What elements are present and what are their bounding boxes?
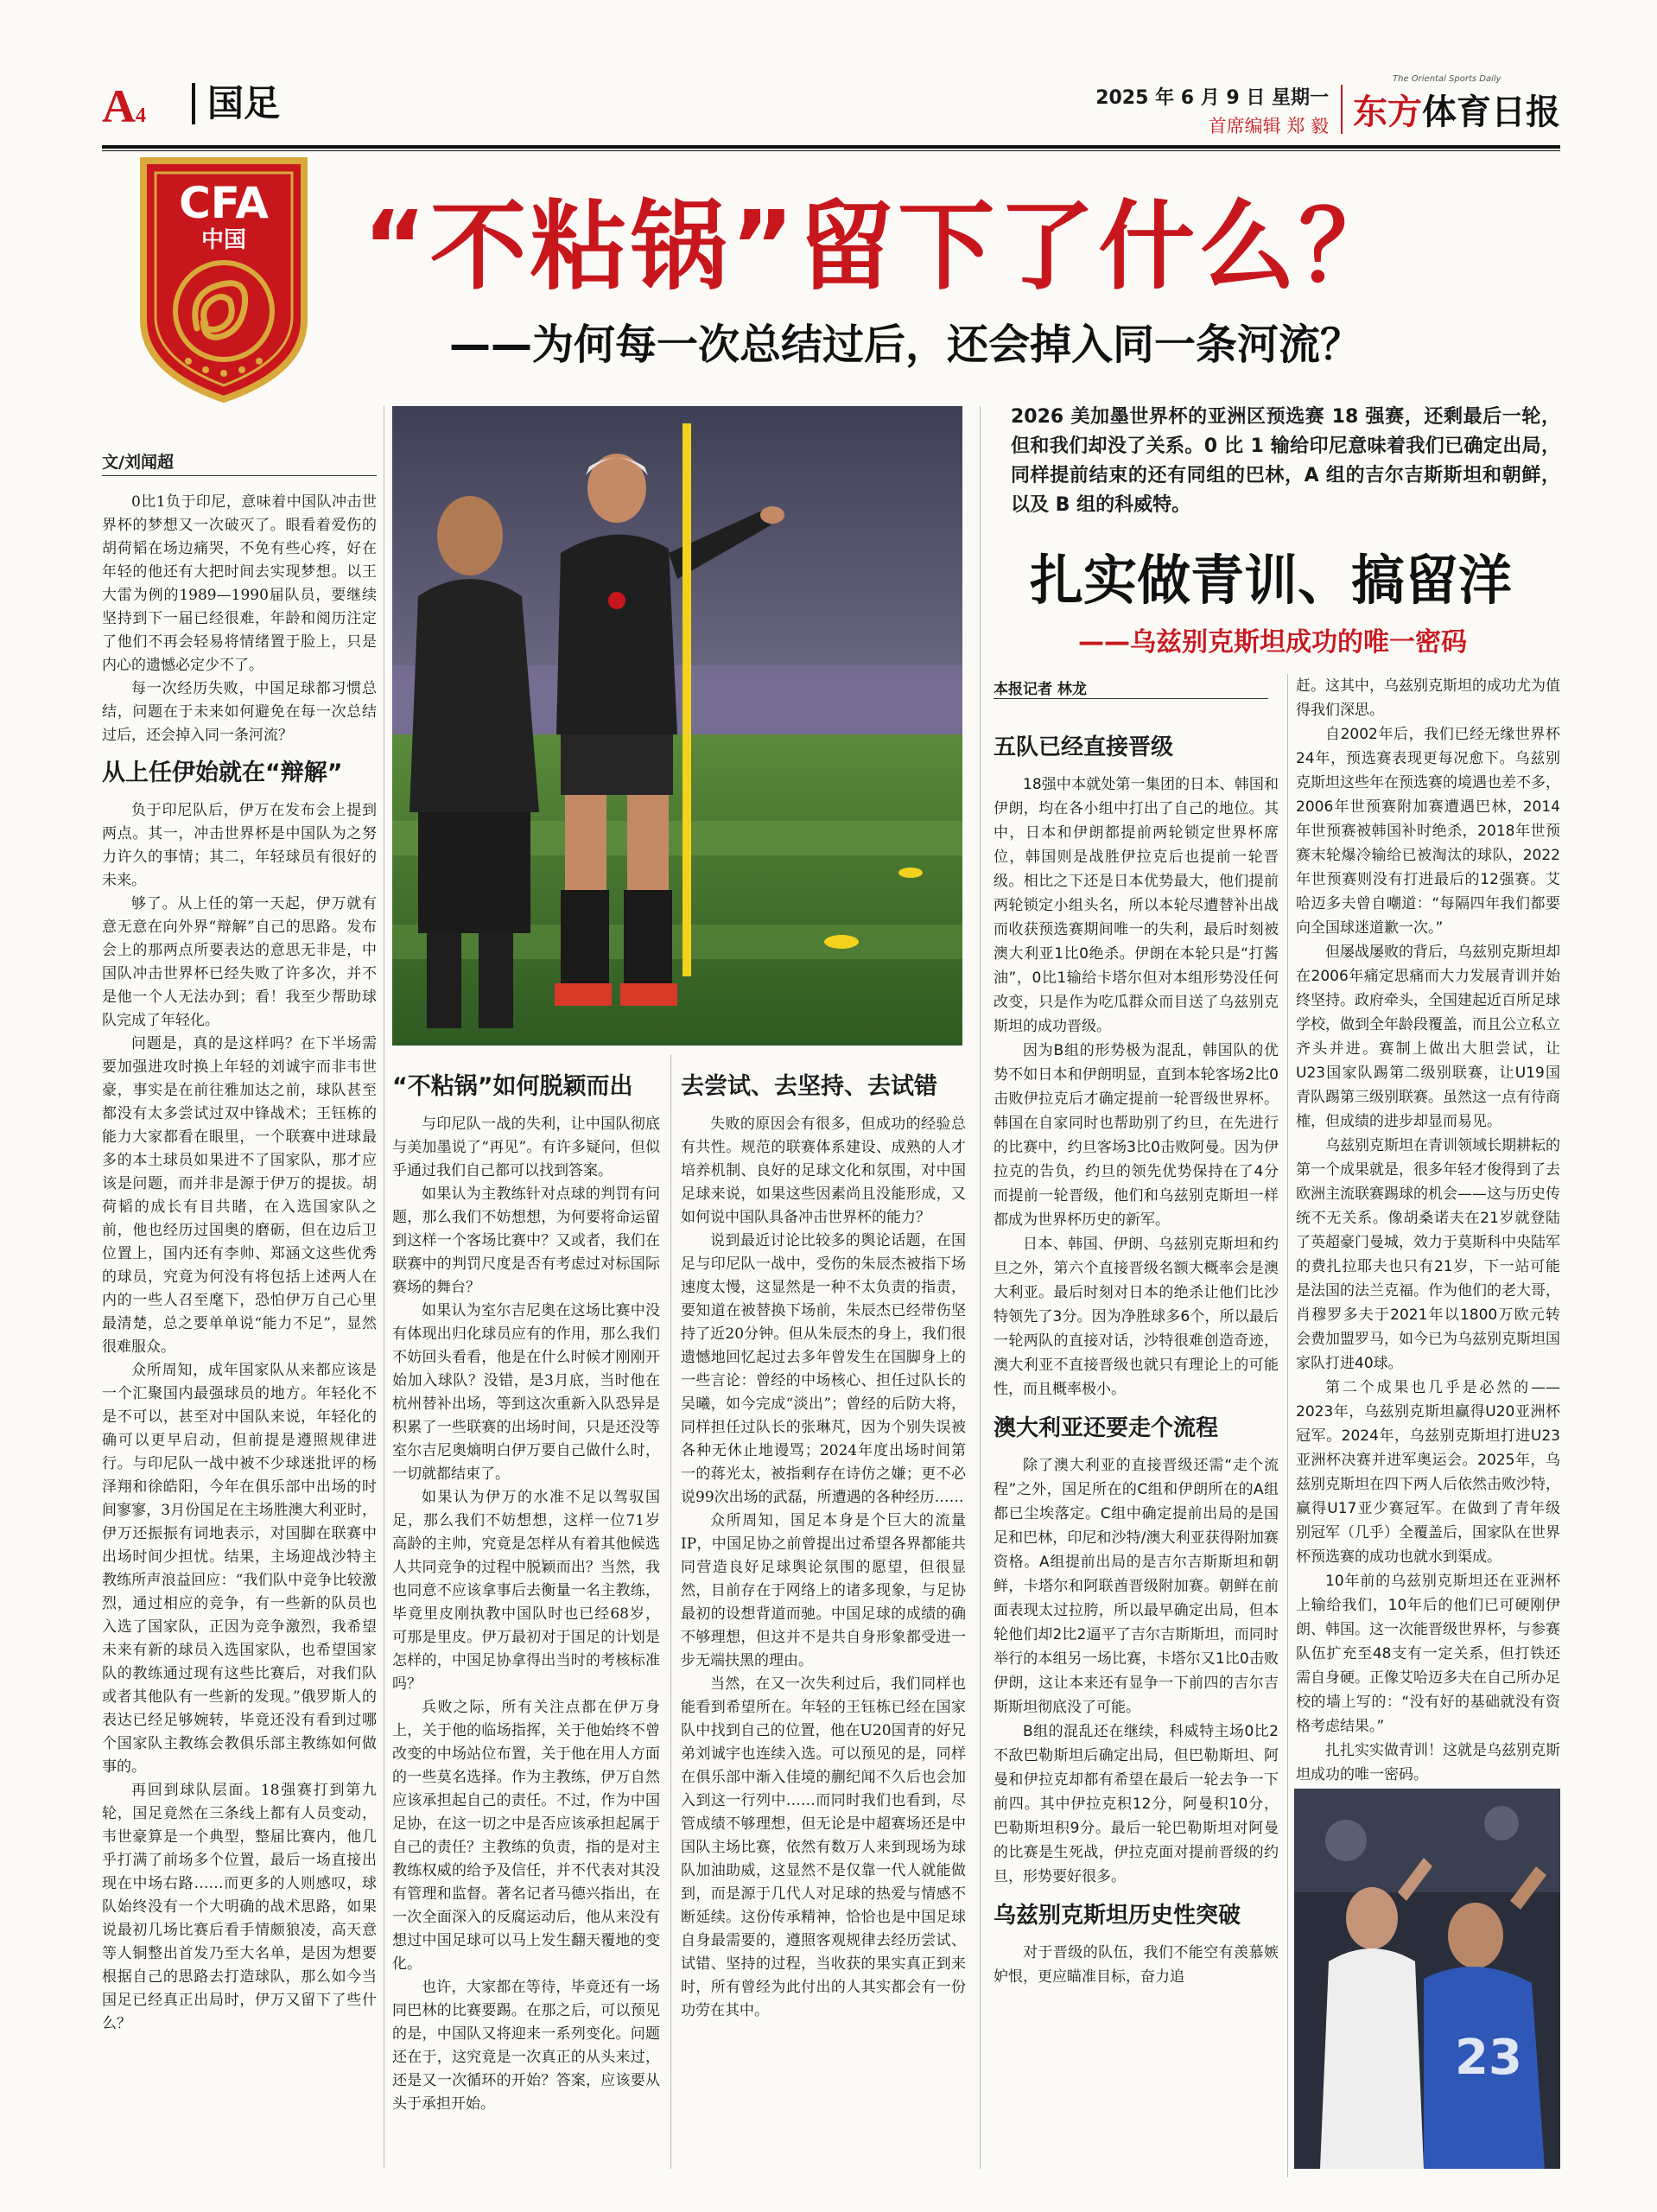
article-column-1 — [102, 491, 377, 2176]
r2-para-3: 但屡战屡败的背后，乌兹别克斯坦却在2006年痛定思痛而大力发展青训并始终坚持。政府牵头，全国建起近百所足球学校，做到全年龄段覆盖，而且公立私立齐头并进。赛制上做出大胆尝试，让U23国家队踢第二级别联赛，让U19国青队踢第三级别联赛。虽然这一点有待商榷，但成绩的进步却显而易见。 — [1296, 944, 1560, 1130]
r2-para-4: 乌兹别克斯坦在青训领域长期耕耘的第一个成果就是，很多年轻才俊得到了去欧洲主流联赛踢球的机会——这与历史传统不无关系。像胡桑诺夫在21岁就登陆了英超豪门曼城，效力于莫斯科中央陆军的费扎拉耶夫也只有21岁，下一站可能是法国的法兰克福。作为他们的老大哥，肖穆罗多夫于2021年以1800万欧元转会费加盟罗马，如今已为乌兹别克斯坦国家队打进40球。 — [1296, 1137, 1560, 1372]
masthead — [102, 74, 1560, 142]
r-s3-para-1: 对于晋级的队伍，我们不能空有羡慕嫉妒恨，更应瞄准目标，奋力追 — [994, 1944, 1279, 1986]
article-column-3 — [681, 1061, 966, 2176]
sub1-para-2: 够了。从上任的第一天起，伊万就有意无意在向外界“辩解”自己的思路。发布会上的那两点所要表达的意思无非是，中国队冲击世界杯已经失败了许多次，并不是他一个人无法办到；看！我至少帮助球队完成了年轻化。 — [102, 895, 377, 1029]
byline-rule — [102, 475, 377, 476]
byline-right-rule — [994, 698, 1268, 699]
intro-para-1: 0比1负于印尼，意味着中国队冲击世界杯的梦想又一次破灭了。眼看着爱伤的胡荷韬在场边痛哭，不免有些心疼，好在年轻的他还有大把时间去实现梦想。以王大雷为例的1989—1990届队员，要继续坚持到下一届已经很难，年龄和阅历注定了他们不再会轻易将情绪置于脸上，只是内心的遗憾必定少不了。 — [102, 493, 377, 674]
right-subheading-3: 乌兹别克斯坦历史性突破 — [994, 1903, 1241, 1929]
cfa-emblem — [136, 156, 311, 404]
sub3-para-4: 当然，在又一次失利过后，我们同样也能看到希望所在。年轻的王钰栋已经在国家队中找到自己的位置，他在U20国青的好兄弟刘诚宇也连续入选。可以预见的是，同样在俱乐部中渐入佳境的蒯纪闻不久后也会加入到这一行列中……而同时我们也看到，尽管成绩不够理想，但无论是中超赛场还是中国队主场比赛，依然有数万人来到现场为球队加油助威，这显然不是仅靠一代人就能做到，而是源于几代人对足球的热爱与情感不断延续。这份传承精神，恰恰也是中国足球自身最需要的，遵照客观规律去经历尝试、试错、坚持的过程，当收获的果实真正到来时，所有曾经为此付出的人其实都会有一份功劳在其中。 — [681, 1675, 966, 2019]
right-article-lead: 2026 美加墨世界杯的亚洲区预选赛 18 强赛，还剩最后一轮，但和我们却没了关系。0 比 1 输给印尼意味着我们已确定出局，同样提前结束的还有同组的巴林，A 组的吉尔吉斯斯坦和朝鲜，以及 B 组的科威特。 — [1011, 406, 1560, 516]
sub1-para-4: 众所周知，成年国家队从来都应该是一个汇聚国内最强球员的地方。年轻化不是不可以，甚至对中国队来说，年轻化的确可以更早启动，但前提是遵照规律进行。与印尼队一战中被不少球迷批评的杨泽翔和徐皓阳，今年在俱乐部中出场的时间寥寥，3月份国足在主场胜澳大利亚时，伊万还振振有词地表示，对国脚在联赛中出场时间少担忧。结果，主场迎战沙特主教练所声浪益回应：“我们队中竞争比较激烈，通过相应的竞争，有一些新的队员也入选了国家队，正因为竞争激烈，我希望未来有新的球员入选国家队，也希望国家队的教练通过现有这些比赛后，对我们队或者其他队有一些新的发现。”俄罗斯人的表达已经足够婉转，毕竟还没有看到过哪个国家队主教练会教俱乐部主教练如何做事的。 — [102, 1362, 377, 1776]
article-column-2 — [392, 1061, 660, 2176]
masthead-rule-thin — [102, 150, 1560, 151]
r-s1-para-2: 因为B组的形势极为混乱，韩国队的优势不如日本和伊朗明显，直到本轮客场2比0击败伊拉克后才确定提前一轮晋级世界杯。韩国在自家同时也帮助别了约旦，在先进行的比赛中，约旦客场3比0击败阿曼。因为伊拉克的告负，约旦的领先优势保持在了4分而提前一轮晋级，他们和乌兹别克斯坦一样都成为世界杯历史的新军。 — [994, 1042, 1279, 1229]
emblem-letters: CFA — [179, 178, 269, 228]
r2-para-1: 赶。这其中，乌兹别克斯坦的成功尤为值得我们深思。 — [1296, 677, 1560, 719]
article-column-5 — [1296, 674, 1560, 1783]
subheading-1: 从上任伊始就在“辩解” — [102, 760, 343, 786]
sub2-para-6: 也许，大家都在等待，毕竟还有一场同巴林的比赛要踢。在那之后，可以预见的是，中国队又将迎来一系列变化。问题还在于，这究竟是一次真正的从头来过，还是又一次循环的开始？答案，应该要从头于承担开始。 — [392, 1979, 660, 2113]
r-s2-para-2: B组的混乱还在继续，科威特主场0比2不敌巴勒斯坦后确定出局，但巴勒斯坦、阿曼和伊拉克却都有希望在最后一轮去争一下前四。其中伊拉克积12分，阿曼积10分，巴勒斯坦积9分。最后一轮巴勒斯坦对阿曼的比赛是生死战，伊拉克面对提前晋级的约旦，形势要好很多。 — [994, 1723, 1279, 1885]
column-divider — [670, 1054, 671, 2169]
sub2-para-5: 兵败之际，所有关注点都在伊万身上，关于他的临场指挥，关于他始终不曾改变的中场站位布置，关于他在用人方面的一些莫名选择。作为主教练，伊万自然应该承担起自己的责任。不过，作为中国足协，在这一切之中是否应该承担起属于自己的责任？主教练的负责，指的是对主教练权威的给予及信任，并不代表对其没有管理和监督。著名记者马德兴指出，在一次全面深入的反腐运动后，他从来没有想过中国足球可以马上发生翻天覆地的变化。 — [392, 1699, 660, 1973]
newspaper-logo: The Oriental Sports Daily 东方体育日报 — [1341, 85, 1560, 134]
sub1-para-5: 再回到球队层面。18强赛打到第九轮，国足竟然在三条线上都有人员变动，韦世豪算是一个典型，整届比赛内，他几乎打满了前场多个位置，最后一场直接出现在中场右路……而更多的人则感叹，球队始终没有一个大明确的战术思路，如果说最初几场比赛后看手情颇狼凌，高天意等人铜整出首发乃至大名单，是因为想要根据自己的思路去打造球队，那么如今当国足已经真正出局时，伊万又留下了些什么？ — [102, 1782, 377, 2032]
sub3-para-1: 失败的原因会有很多，但成功的经验总有共性。规范的联赛体系建设、成熟的人才培养机制、良好的足球文化和氛围，对中国足球来说，如果这些因素尚且没能形成，又如何说中国队具备冲击世界杯的能力？ — [681, 1116, 966, 1226]
issue-date: 2025 年 6 月 9 日 星期一 — [1095, 87, 1329, 109]
r2-para-5: 第二个成果也几乎是必然的——2023年，乌兹别克斯坦赢得U20亚洲杯冠军。2024年，乌兹别克斯坦打进U23亚洲杯决赛并进军奥运会。2025年，乌兹别克斯坦在四下两人后依然击败沙特，赢得U17亚少赛冠军。在做到了青年级别冠军（几乎）全覆盖后，国家队在世界杯预选赛的成功也就水到渠成。 — [1296, 1379, 1560, 1566]
article-divider — [980, 406, 981, 2169]
emblem-country: 中国 — [200, 227, 247, 253]
r2-para-2: 自2002年后，我们已经无缘世界杯24年，预选赛表现更每况愈下。乌兹别克斯坦这些年在预选赛的境遇也差不多，2006年世预赛附加赛遭遇巴林，2014年世预赛被韩国补时绝杀，2018年世预赛末轮爆冷输给已被淘汰的球队，2022年世预赛则没有打进最后的12强赛。艾哈迈多夫曾自嘲道：“每隔四年我们都要向全国球迷道歉一次。” — [1296, 726, 1560, 937]
sub2-para-1: 与印尼队一战的失利，让中国队彻底与美加墨说了“再见”。有许多疑问，但似乎通过我们自己都可以找到答案。 — [392, 1116, 660, 1179]
byline-right: 本报记者 林龙 — [994, 681, 1087, 698]
section-name: 国足 — [192, 83, 280, 124]
chief-editor: 首席编辑 郑 毅 — [1208, 116, 1329, 137]
right-article-title: 扎实做青训、搞留洋 — [1030, 549, 1513, 612]
main-subheadline: ——为何每一次总结过后，还会掉入同一条河流？ — [449, 321, 1362, 369]
sub1-para-3: 问题是，真的是这样吗？在下半场需要加强进攻时换上年轻的刘诚宇而非韦世豪，事实是在前往雅加达之前，球队甚至都没有太多尝试过双中锋战术；王钰栋的能力大家都看在眼里，一个联赛中进球最多的本土球员如果进不了国家队，那才应该是问题，而并非是源于伊万的提拔。胡荷韬的成长有目共睹，在入选国家队之前，他也经历过国奥的磨砺，但在边后卫位置上，国内还有李帅、郑涵文这些优秀的球员，究竟为何没有将包括上述两人在内的一些人召至麾下，恐怕伊万自己心里最清楚，总之要单单说“能力不足”，显然很难服众。 — [102, 1035, 377, 1356]
article-column-4 — [994, 721, 1279, 2181]
svg-text:23: 23 — [1455, 2030, 1522, 2086]
sub3-para-2: 说到最近讨论比较多的舆论话题，在国足与印尼队一战中，受伤的朱辰杰被指下场速度太慢，这显然是一种不太负责的指责，要知道在被替换下场前，朱辰杰已经带伤坚持了近20分钟。但从朱辰杰的身上，我们很遗憾地回忆起过去多年曾发生在国脚身上的一些言论：曾经的中场核心、担任过队长的吴曦，如今完成“淡出”；曾经的后防大将，同样担任过队长的张琳芃，因为个别失误被各种无休止地谩骂；2024年度出场时间第一的蒋光太，被指剩存在诗仿之嫌；更不必说99次出场的武磊，所遭遇的各种经历…… — [681, 1232, 966, 1506]
sub2-para-2: 如果认为主教练针对点球的判罚有问题，那么我们不妨想想，为何要将命运留到这样一个客场比赛中？又或者，我们在联赛中的判罚尺度是否有考虑过对标国际赛场的舞台？ — [392, 1185, 660, 1296]
sub1-para-1: 负于印尼队后，伊万在发布会上提到两点。其一，冲击世界杯是中国队为之努力许久的事情；其二，年轻球员有很好的未来。 — [102, 802, 377, 889]
right-article-subtitle: ——乌兹别克斯坦成功的唯一密码 — [1078, 627, 1467, 658]
r-s2-para-1: 除了澳大利亚的直接晋级还需“走个流程”之外，国足所在的C组和伊朗所在的A组都已尘埃落定。C组中确定提前出局的是国足和巴林，印尼和沙特/澳大利亚获得附加赛资格。A组提前出局的是吉尔吉斯斯坦和朝鲜，卡塔尔和阿联酋晋级附加赛。朝鲜在前面表现太过拉胯，所以最早确定出局，但本轮他们却2比2逼平了吉尔吉斯斯坦，而同时举行的本组另一场比赛，卡塔尔又1比0击败伊朗，这让本来还有显争一下前四的吉尔吉斯斯坦彻底没了可能。 — [994, 1457, 1279, 1716]
subheading-2: “不粘锅”如何脱颖而出 — [392, 1073, 633, 1100]
uzbekistan-celebration-photo — [1294, 1789, 1560, 2169]
sub2-para-4: 如果认为伊万的水准不足以驾驭国足，那么我们不妨想想，这样一位71岁高龄的主帅，究竟是怎样从有着其他候选人共同竞争的过程中脱颖而出？当然，我也同意不应该拿事后去衡量一名主教练，毕竟里皮刚执教中国队时也已经68岁，可那是里皮。伊万最初对于国足的计划是怎样的，中国足协拿得出当时的考核标准吗？ — [392, 1489, 660, 1693]
column-divider — [1287, 674, 1288, 2177]
newspaper-english-name: The Oriental Sports Daily — [1393, 74, 1501, 84]
page-number: A4 — [102, 80, 146, 132]
right-subheading-1: 五队已经直接晋级 — [994, 734, 1174, 760]
sub3-para-3: 众所周知，国足本身是个巨大的流量IP，中国足协之前曾提出过希望各界都能共同营造良好足球舆论氛围的愿望，但很显然，目前存在于网络上的诸多现象，与足协最初的设想背道而驰。中国足球的成绩的确不够理想，但这并不是共自身形象都受进一步无端扶黑的理由。 — [681, 1512, 966, 1669]
masthead-rule — [102, 145, 1560, 149]
subheading-3: 去尝试、去坚持、去试错 — [681, 1073, 937, 1100]
sub2-para-3: 如果认为室尔吉尼奥在这场比赛中没有体现出归化球员应有的作用，那么我们不妨回头看看，他是在什么时候才刚刚开始加入球队？没错，是3月底，当时他在杭州替补出场，等到这次重新入队恐异是积累了一些联赛的出场时间，只是还没等室尔吉尼奥熵明白伊万要自己做什么时，一切就都结束了。 — [392, 1302, 660, 1483]
r2-para-6: 10年前的乌兹别克斯坦还在亚洲杯上输给我们，10年后的他们已可硬刚伊朗、韩国。这一次能晋级世界杯，与参赛队伍扩充至48支有一定关系，但打铁还需自身硬。正像艾哈迈多夫在自己所办足校的墙上写的：“没有好的基础就没有资格考虑结果。” — [1296, 1573, 1560, 1735]
r2-para-7: 扎扎实实做青训！这就是乌兹别克斯坦成功的唯一密码。 — [1296, 1742, 1560, 1783]
byline-left: 文/刘闻超 — [102, 453, 174, 472]
main-headline: “不粘锅”留下了什么？ — [363, 191, 1400, 303]
r-s1-para-1: 18强中本就处第一集团的日本、韩国和伊朗，均在各小组中打出了自己的地位。其中，日本和伊朗都提前两轮锁定世界杯席位，韩国则是战胜伊拉克后也提前一轮晋级。相比之下还是日本优势最大，他们提前两轮锁定小组头名，所以本轮尽遭替补出战而收获预选赛期间唯一的失利，最后时刻被澳大利亚1比0绝杀。伊朗在本轮只是“打酱油”，0比1输给卡塔尔但对本组形势没任何改变，只是作为吃瓜群众而目送了乌兹别克斯坦的成功晋级。 — [994, 776, 1279, 1035]
intro-para-2: 每一次经历失败，中国足球都习惯总结，问题在于未来如何避免在每一次总结过后，还会掉入同一条河流？ — [102, 680, 377, 744]
right-subheading-2: 澳大利亚还要走个流程 — [994, 1415, 1219, 1441]
r-s1-para-3: 日本、韩国、伊朗、乌兹别克斯坦和约旦之外，第六个直接晋级名额大概率会是澳大利亚。最后时刻对日本的绝杀让他们比沙特领先了3分。因为净胜球多6个，所以最后一轮两队的直接对话，沙特很难创造奇迹，澳大利亚不直接晋级也就只有理论上的可能性，而且概率极小。 — [994, 1236, 1279, 1398]
coach-training-photo — [392, 406, 962, 1046]
